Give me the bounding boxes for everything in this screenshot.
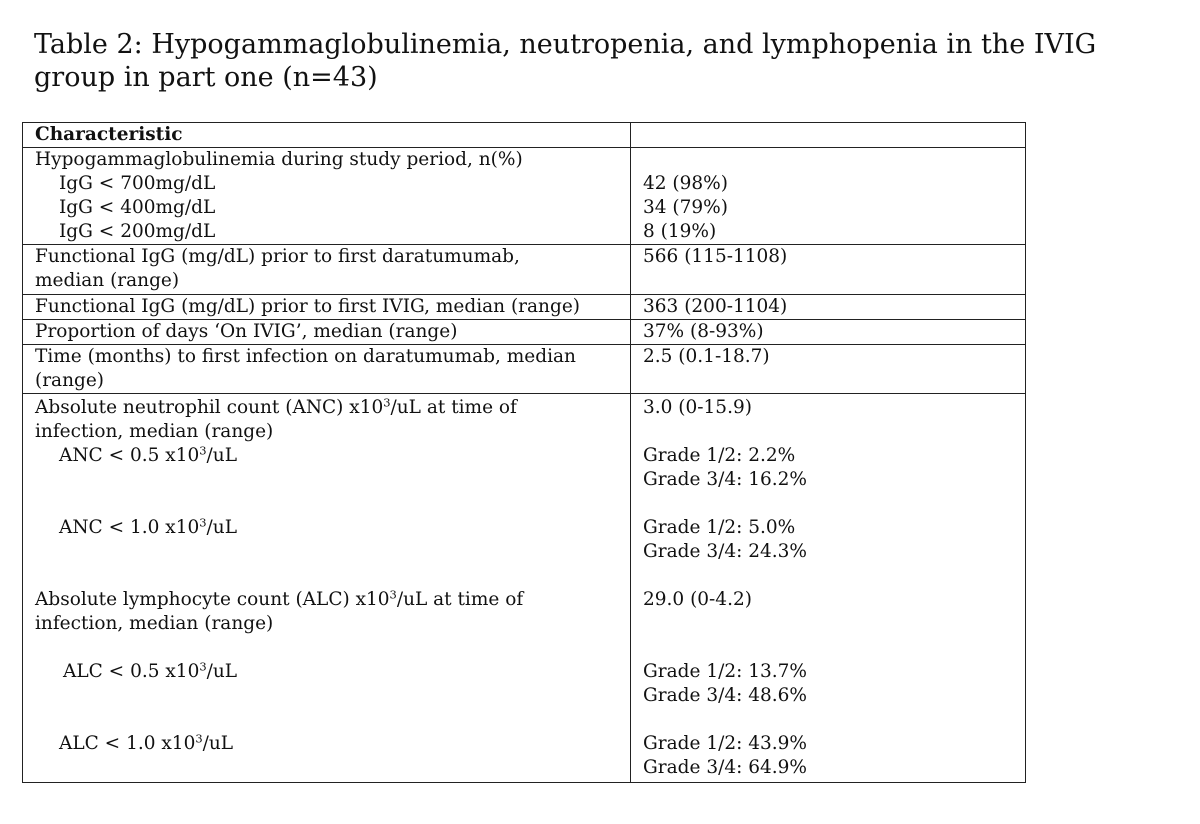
functional-igg-ivig-label: Functional IgG (mg/dL) prior to first IVIG, median (range)	[23, 295, 631, 320]
alc-10-grade12: Grade 1/2: 43.9%	[643, 733, 807, 754]
igg-400-label: IgG < 400mg/dL	[59, 197, 216, 218]
header-value	[631, 123, 1026, 148]
anc-05-grade12: Grade 1/2: 2.2%	[643, 445, 796, 466]
table-row	[23, 245, 1026, 295]
prop-days-label: Proportion of days ‘On IVIG’, median (range)	[23, 320, 631, 345]
igg-400-value: 34 (79%)	[643, 197, 728, 218]
alc-05-grade34: Grade 3/4: 48.6%	[643, 685, 807, 706]
alc-median-value: 29.0 (0-4.2)	[643, 589, 752, 610]
table-title: Table 2: Hypogammaglobulinemia, neutropenia, and lymphopenia in the IVIG group in part one (n=43)	[34, 29, 1097, 93]
alc-05-label: ALC < 0.5 $x10^3/uL$	[63, 659, 238, 682]
hypogammaglobulinemia-values	[631, 148, 1026, 245]
igg-200-label: IgG < 200mg/dL	[59, 221, 216, 242]
time-infection-value: 2.5 (0.1-18.7)	[631, 345, 1026, 394]
functional-igg-ivig-value: 363 (200-1104)	[631, 295, 1026, 320]
hypogammaglobulinemia-label: Hypogammaglobulinemia during study period, n(%)	[35, 149, 523, 170]
header-characteristic: Characteristic	[23, 123, 631, 148]
alc-label: Absolute lymphocyte count (ALC) $x10^3/uL$ at time of infection, median (range)	[35, 587, 524, 634]
hypogammaglobulinemia-cell	[23, 148, 631, 245]
table-row	[23, 295, 1026, 320]
anc-label: Absolute neutrophil count (ANC) $x10^3/uL$ at time of infection, median (range)	[35, 395, 517, 442]
igg-700-value: 42 (98%)	[643, 173, 728, 194]
anc-median-value: 3.0 (0-15.9)	[643, 397, 752, 418]
anc-alc-cell	[23, 394, 631, 783]
table-row	[23, 320, 1026, 345]
functional-igg-dara-value: 566 (115-1108)	[631, 245, 1026, 295]
anc-10-label: ANC < 1.0 $x10^3/uL$	[59, 515, 237, 538]
anc-05-label: ANC < 0.5 $x10^3/uL$	[59, 443, 237, 466]
table-row	[23, 345, 1026, 394]
anc-10-grade34: Grade 3/4: 24.3%	[643, 541, 807, 562]
igg-200-value: 8 (19%)	[643, 221, 717, 242]
time-infection-label: Time (months) to first infection on daratumumab, median (range)	[23, 345, 631, 394]
alc-10-grade34: Grade 3/4: 64.9%	[643, 757, 807, 778]
alc-05-grade12: Grade 1/2: 13.7%	[643, 661, 807, 682]
alc-10-label: ALC < 1.0 $x10^3/uL$	[59, 731, 234, 754]
prop-days-value: 37% (8-93%)	[631, 320, 1026, 345]
results-table	[22, 122, 1026, 783]
anc-05-grade34: Grade 3/4: 16.2%	[643, 469, 807, 490]
table-row	[23, 394, 1026, 783]
anc-10-grade12: Grade 1/2: 5.0%	[643, 517, 796, 538]
table-row	[23, 148, 1026, 245]
table-header-row	[23, 123, 1026, 148]
anc-alc-values	[631, 394, 1026, 783]
functional-igg-dara-label: Functional IgG (mg/dL) prior to first daratumumab, median (range)	[23, 245, 631, 295]
igg-700-label: IgG < 700mg/dL	[59, 173, 216, 194]
